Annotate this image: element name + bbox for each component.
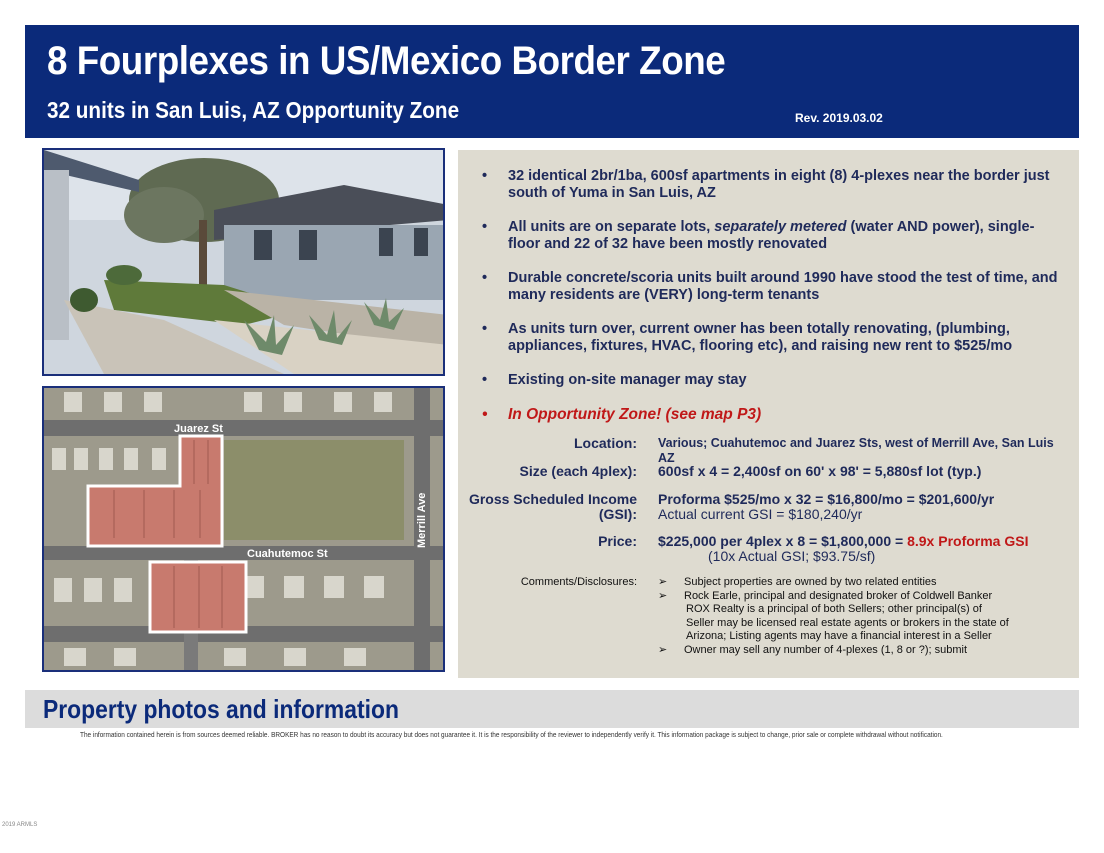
revision-label: Rev. 2019.03.02: [795, 111, 883, 125]
proforma-gsi-multiple: 8.9x Proforma GSI: [907, 533, 1029, 549]
highlights-list: [482, 168, 1062, 440]
aerial-map-illustration: [44, 388, 443, 670]
emphasis-text: separately metered: [714, 219, 847, 235]
mls-mark: 2019 ARMLS: [2, 822, 38, 828]
footer-title: Property photos and information: [43, 694, 399, 724]
map-label-cuahutemoc: Cuahutemoc St: [247, 548, 328, 560]
info-panel: • 32 identical 2br/1ba, 600sf apartments in eight (8) 4-plexes near the border just south of Yuma in San Luis, AZ • All units are on separate lots, separately metered (water AND power), single-floor and 22 of 32 have been mostly renovated • Durable concrete/scoria units built around 1990 have stood the test of time, and many residents are (VERY) long-term tenants • As units turn over, current owner has been totally renovating, (plumbing, appliances, fixtures, HVAC, flooring etc), and raising new rent to $525/mo • Existing on-site manager may stay • In Opportunity Zone! (see map P3) Location: Various; Cuahutemoc and Juarez Sts, west of Merrill Ave, San Luis AZ Size (each 4plex): 600sf x 4 = 2,400sf on 60' x 98' = 5,880sf lot (typ.) Gross Scheduled Income (GSI): Proforma $525/mo x 32 = $16,800/mo = $201,600/yr Actual current GSI = $180,240/yr Price: $225,000 per 4plex x 8 = $1,800,000 = 8.9x Proforma GSI (10x Actual GSI; $93.75/sf) Comments/Disclosures: ➢ Subject properties are owned by two related entities ➢ Rock Earle, principal and designated broker of Coldwell Banker ROX Realty is a principal of both Sellers; other principal(s) of Seller may be licensed real estate agents or brokers in the state of Arizona; Listing agents may have a financial interest in a Seller ➢ Owner may sell any number of 4-plexes (1, 8 or ?); submit: [458, 150, 1079, 678]
list-item: • Durable concrete/scoria units built around 1990 have stood the test of time, and many residents are (VERY) long-term tenants: [482, 270, 1058, 303]
list-item: • As units turn over, current owner has been totally renovating, (plumbing, appliances, fixtures, HVAC, flooring etc), and raising new rent to $525/mo: [482, 321, 1013, 354]
disclaimer-text: The information contained herein is from sources deemed reliable. BROKER has no reason to doubt its accuracy but does not guarantee it. It is the responsibility of the reviewer to independently verify it. This information package is subject to change, prior sale or complete withdrawal without notification.: [80, 730, 943, 739]
page-title: 8 Fourplexes in US/Mexico Border Zone: [47, 39, 726, 83]
list-item: ➢ Rock Earle, principal and designated broker of Coldwell Banker: [658, 589, 993, 602]
list-item: • Existing on-site manager may stay: [482, 372, 747, 388]
header-banner: [25, 25, 1079, 138]
footer-bar: [25, 690, 1079, 728]
list-item: ➢ Subject properties are owned by two related entities: [658, 576, 937, 588]
map-label-merrill: Merrill Ave: [416, 492, 428, 548]
property-photo: [42, 148, 445, 376]
map-label-juarez: Juarez St: [174, 423, 223, 435]
property-photo-illustration: [44, 150, 443, 374]
list-item: • 32 identical 2br/1ba, 600sf apartments in eight (8) 4-plexes near the border just south of Yuma in San Luis, AZ: [482, 168, 1050, 201]
list-item: ➢ Owner may sell any number of 4-plexes (1, 8 or ?); submit: [658, 643, 968, 656]
aerial-map: [42, 386, 445, 672]
page-subtitle: 32 units in San Luis, AZ Opportunity Zone: [47, 97, 460, 123]
list-item: • All units are on separate lots, separately metered (water AND power), single-floor and 22 of 32 have been mostly renovated: [482, 219, 1035, 252]
list-item-opportunity-zone: • In Opportunity Zone! (see map P3): [482, 406, 762, 423]
